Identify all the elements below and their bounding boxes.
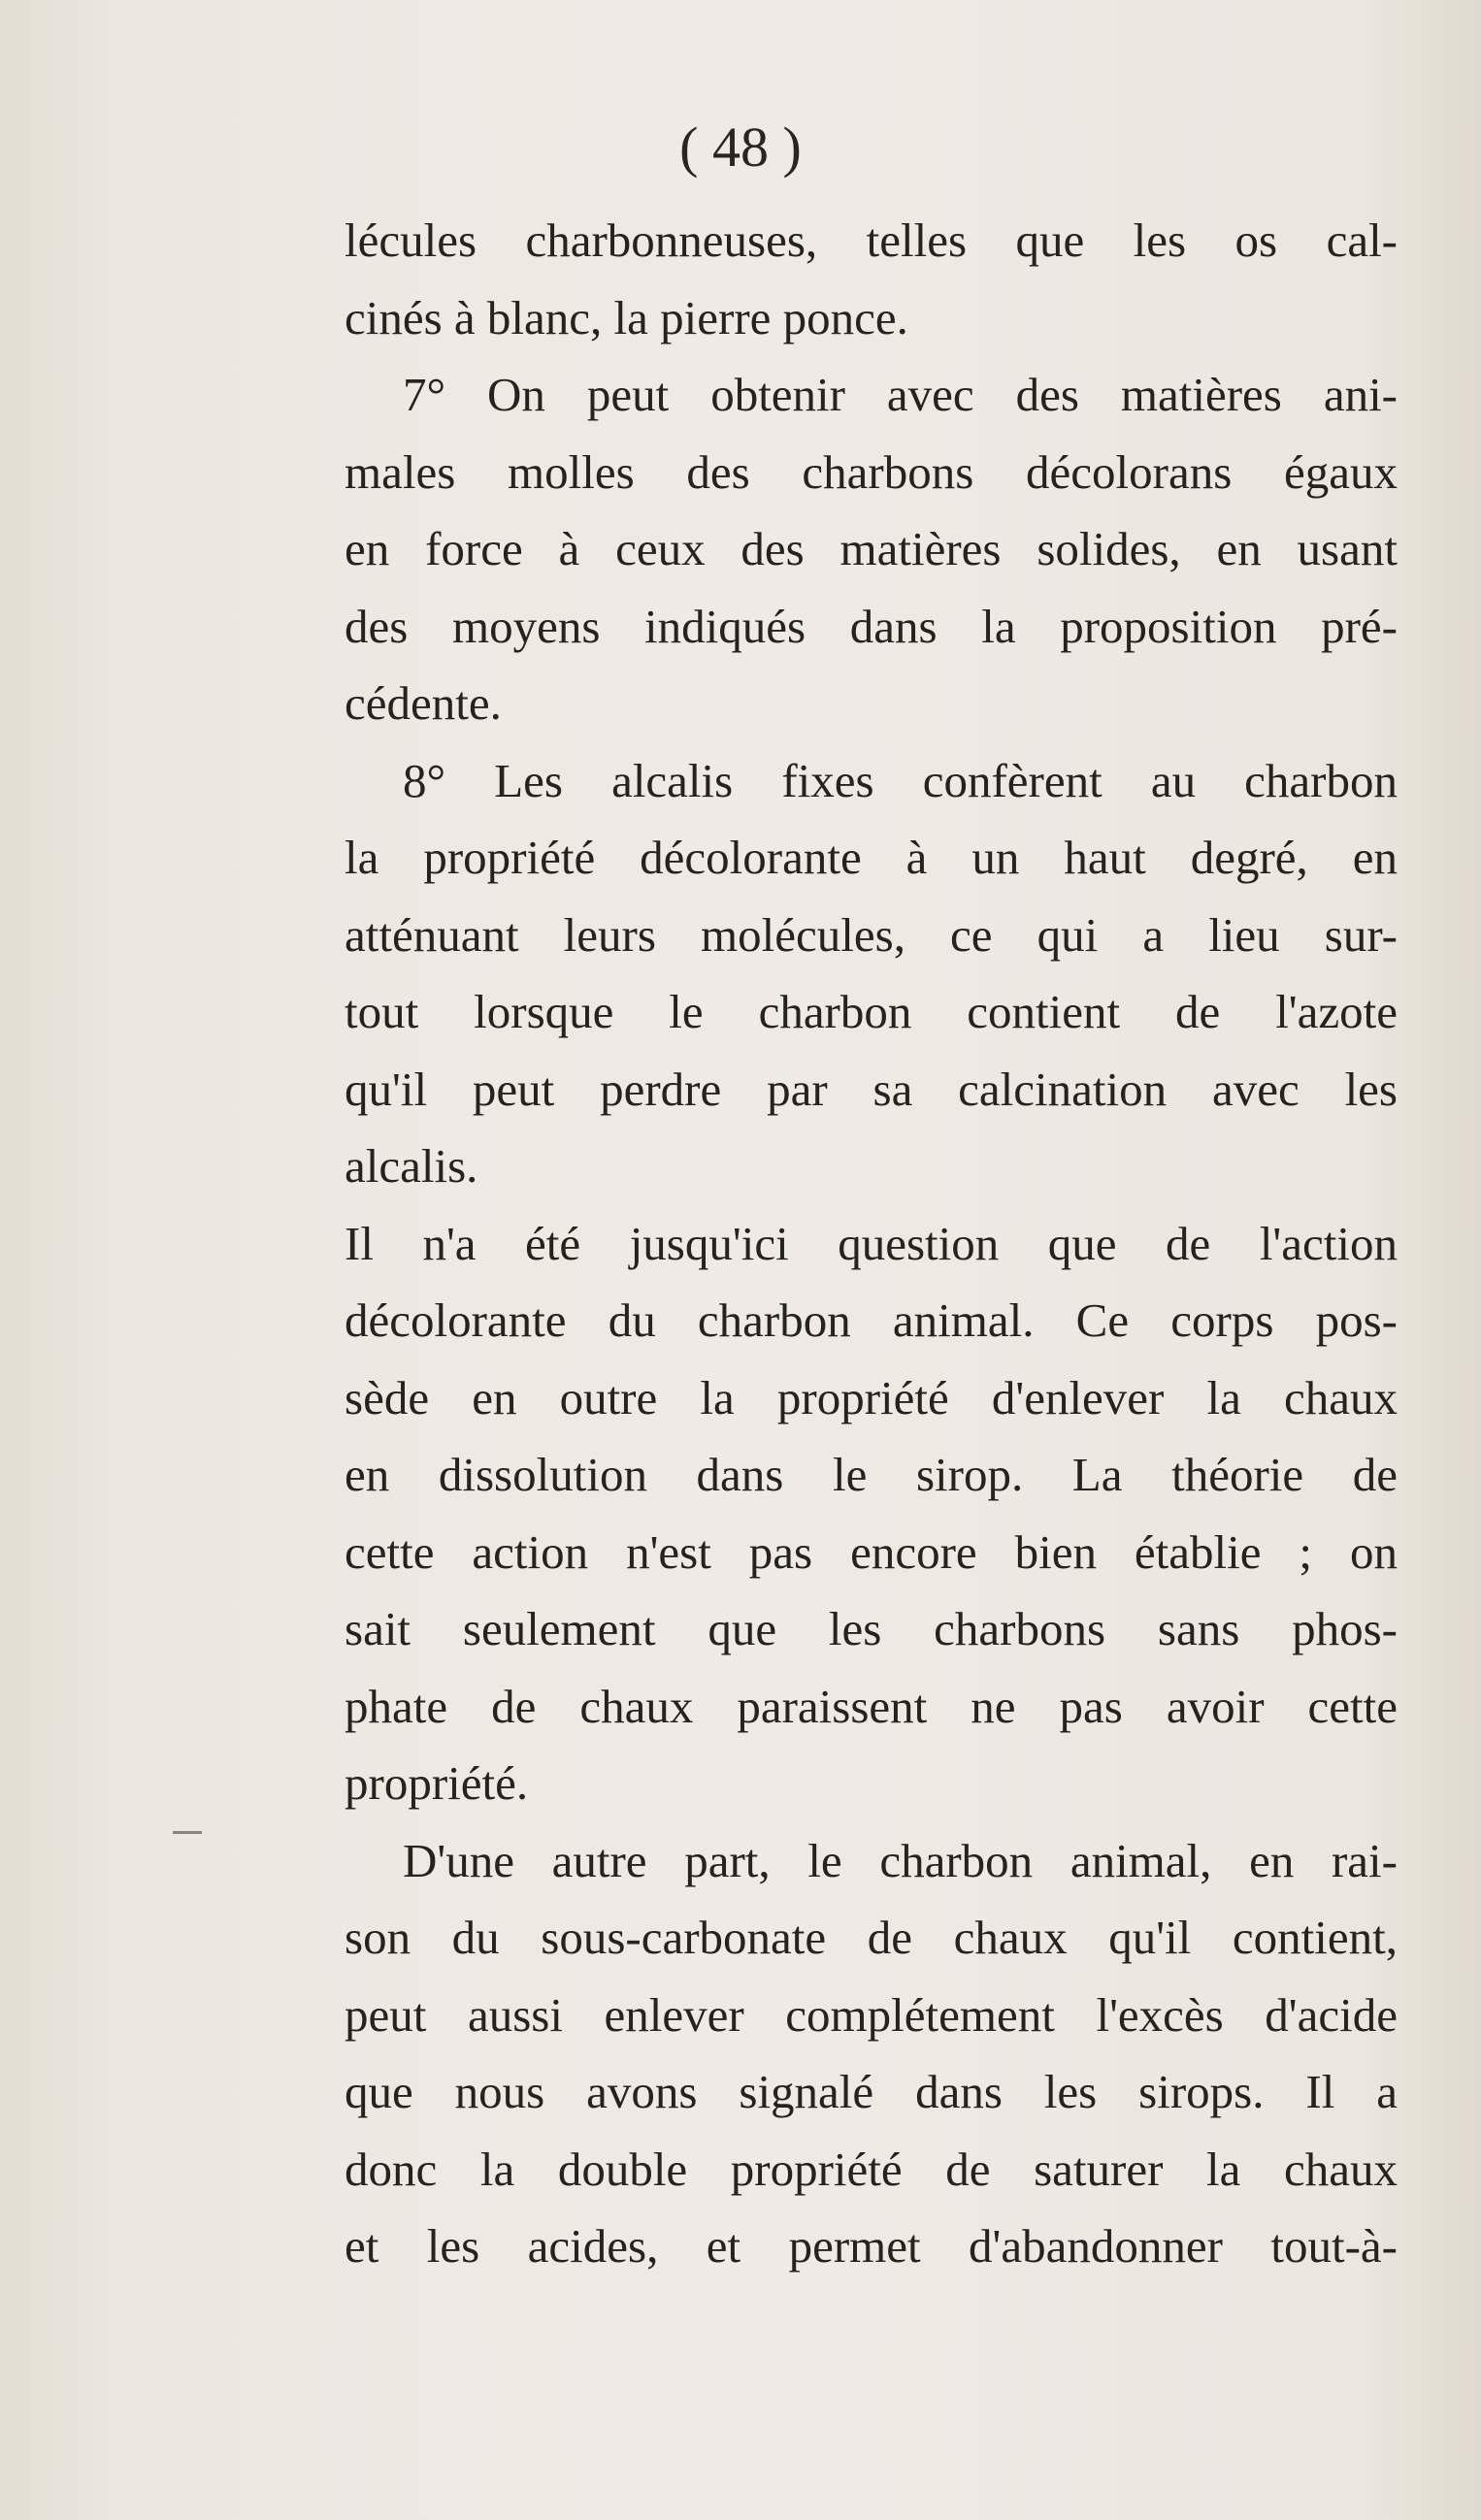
text-line: qu'il peut perdre par sa calcination avec les: [345, 1062, 1398, 1116]
text-line: phate de chaux paraissent ne pas avoir cette: [345, 1679, 1398, 1733]
text-line: tout lorsque le charbon contient de l'azote: [345, 985, 1398, 1038]
text-line: alcalis.: [345, 1139, 478, 1193]
text-line: en force à ceux des matières solides, en usant: [345, 522, 1398, 575]
text-line: D'une autre part, le charbon animal, en rai-: [403, 1833, 1398, 1887]
text-line: décolorante du charbon animal. Ce corps pos-: [345, 1293, 1398, 1347]
text-line: en dissolution dans le sirop. La théorie de: [345, 1448, 1398, 1501]
text-line: cette action n'est pas encore bien établie ; on: [345, 1524, 1398, 1579]
text-line: sait seulement que les charbons sans phos-: [345, 1602, 1398, 1655]
text-line: atténuant leurs molécules, ce qui a lieu sur-: [345, 907, 1398, 962]
text-line: Il n'a été jusqu'ici question que de l'action: [345, 1216, 1398, 1270]
page-number: ( 48 ): [679, 115, 802, 179]
text-line: males molles des charbons décolorans égaux: [345, 444, 1398, 499]
text-line: donc la double propriété de saturer la chaux: [345, 2142, 1398, 2196]
text-line: et les acides, et permet d'abandonner tout-à-: [345, 2219, 1398, 2273]
text-line: son du sous-carbonate de chaux qu'il contient,: [345, 1911, 1398, 1964]
text-line: que nous avons signalé dans les sirops. Il a: [345, 2065, 1398, 2118]
text-line: propriété.: [345, 1756, 529, 1810]
text-line: des moyens indiqués dans la proposition pré-: [345, 599, 1398, 653]
text-line: cédente.: [345, 676, 502, 730]
text-line: peut aussi enlever complétement l'excès d'acide: [345, 1987, 1398, 2042]
text-line: sède en outre la propriété d'enlever la chaux: [345, 1370, 1398, 1424]
body-text: [345, 202, 1398, 2285]
text-line: 8° Les alcalis fixes confèrent au charbon: [403, 753, 1398, 807]
text-line: 7° On peut obtenir avec des matières ani-: [403, 368, 1398, 421]
text-line: cinés à blanc, la pierre ponce.: [345, 290, 908, 344]
text-line: lécules charbonneuses, telles que les os cal-: [345, 213, 1398, 267]
margin-mark: [173, 1831, 202, 1834]
text-line: la propriété décolorante à un haut degré, en: [345, 831, 1398, 884]
